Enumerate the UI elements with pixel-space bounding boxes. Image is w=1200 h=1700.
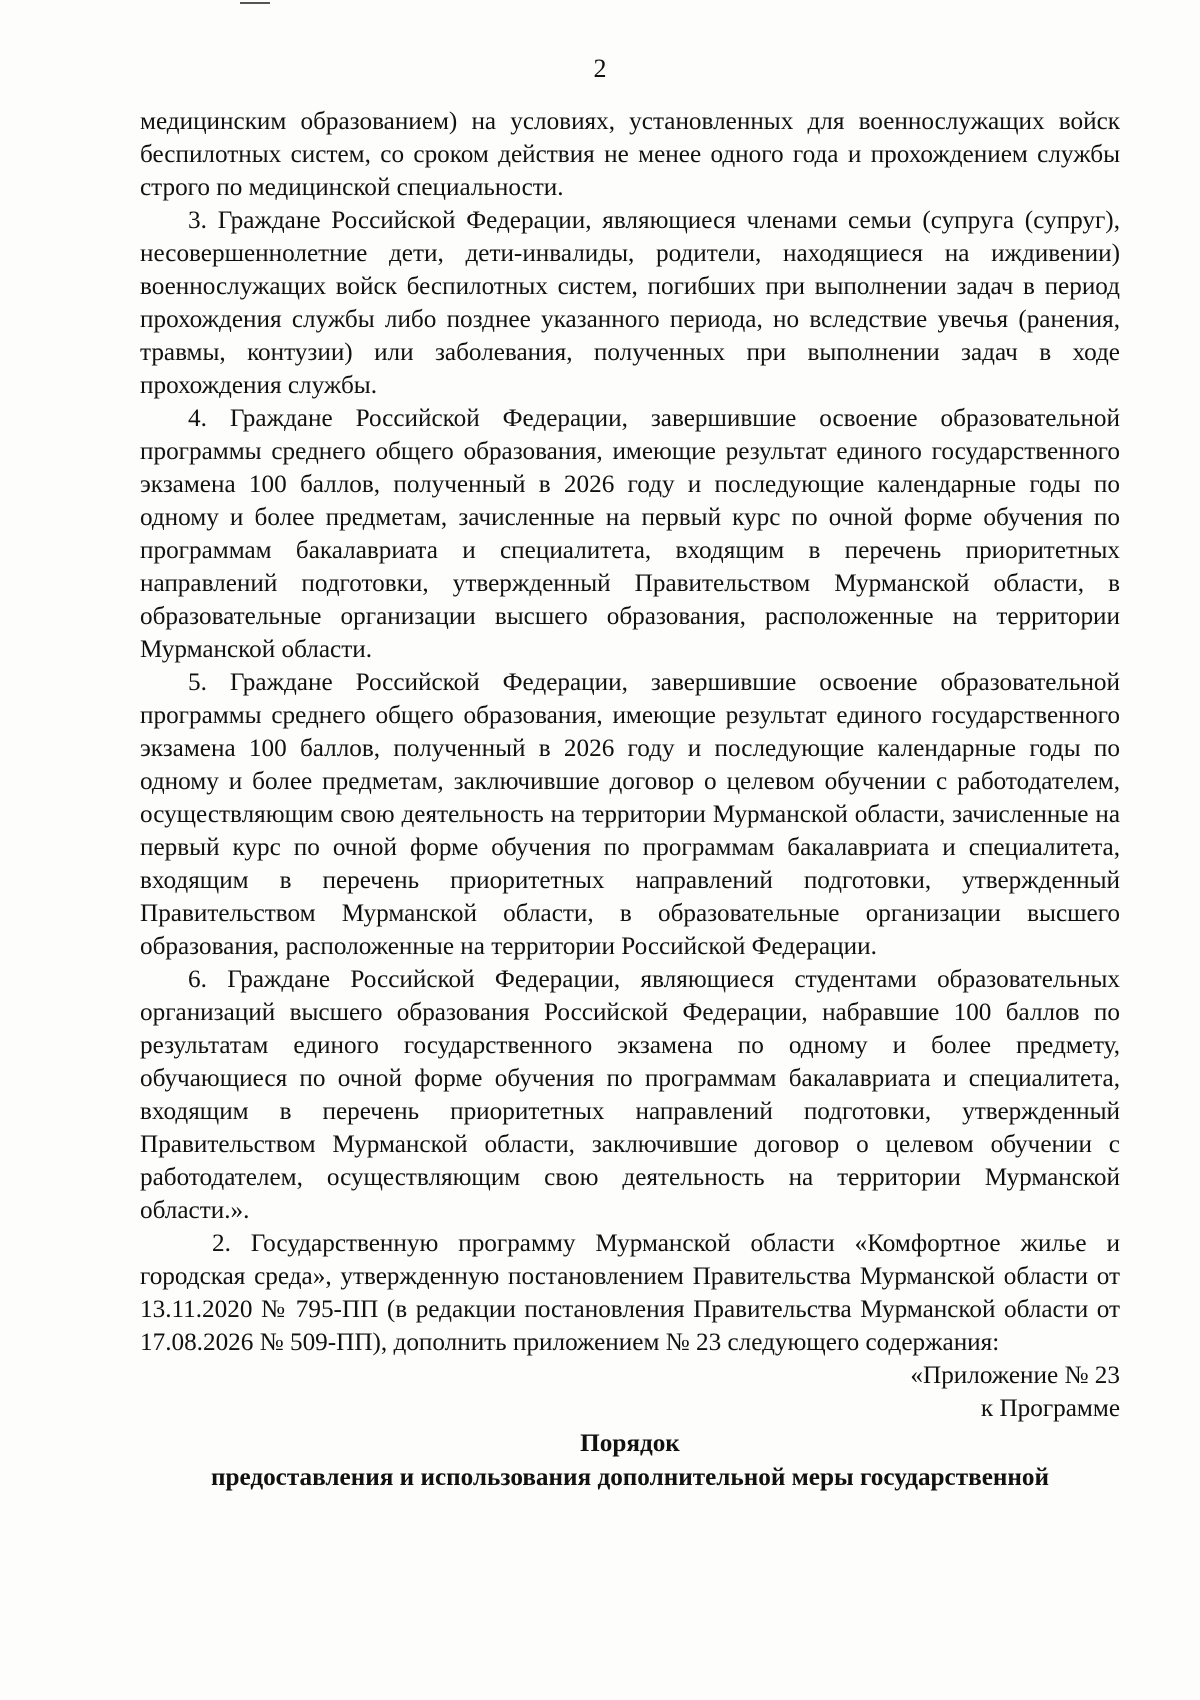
appendix-note <box>140 1359 1120 1425</box>
paragraph-section-2: 2. Государственную программу Мурманской области «Комфортное жилье и городская среда», утвержденную постановлением Правительства Мурманской области от 13.11.2020 № 795-ПП (в редакции постановления Правительства Мурманской области от 17.08.2026 № 509-ПП), дополнить приложением № 23 следующего содержания: <box>140 1230 1120 1356</box>
document-body <box>140 105 1120 1495</box>
procedure-heading <box>140 1427 1120 1495</box>
paragraph-item-3: 3. Граждане Российской Федерации, являющиеся членами семьи (супруга (супруг), несовершеннолетние дети, дети-инвалиды, родители, находящиеся на иждивении) военнослужащих войск беспилотных систем, погибших при выполнении задач в период прохождения службы либо позднее указанного периода, но вследствие увечья (ранения, травмы, контузии) или заболевания, полученных при выполнении задач в ходе прохождения службы. <box>140 207 1120 399</box>
page-number: 2 <box>593 54 607 83</box>
scan-artifact-line <box>240 2 270 4</box>
procedure-subtitle: предоставления и использования дополнительной меры государственной <box>210 1464 1050 1491</box>
appendix-note-line-2: к Программе <box>980 1395 1120 1422</box>
paragraph-continuation: медицинским образованием) на условиях, установленных для военнослужащих войск беспилотных систем, со сроком действия не менее одного года и прохождением службы строго по медицинской специальности. <box>140 108 1120 201</box>
appendix-note-line-1: «Приложение № 23 <box>910 1362 1120 1389</box>
procedure-title: Порядок <box>580 1430 680 1457</box>
paragraph-item-6: 6. Граждане Российской Федерации, являющиеся студентами образовательных организаций высшего образования Российской Федерации, набравшие 100 баллов по результатам единого государственного экзамена по одному и более предмету, обучающиеся по очной форме обучения по программам бакалавриата и специалитета, входящим в перечень приоритетных направлений подготовки, утвержденный Правительством Мурманской области, заключившие договор о целевом обучении с работодателем, осуществляющим свою деятельность на территории Мурманской области.». <box>140 966 1120 1224</box>
paragraph-item-4: 4. Граждане Российской Федерации, завершившие освоение образовательной программы среднего общего образования, имеющие результат единого государственного экзамена 100 баллов, полученный в 2026 году и последующие календарные годы по одному и более предметам, зачисленные на первый курс по очной форме обучения по программам бакалавриата и специалитета, входящим в перечень приоритетных направлений подготовки, утвержденный Правительством Мурманской области, в образовательные организации высшего образования, расположенные на территории Мурманской области. <box>140 405 1120 663</box>
paragraph-item-5: 5. Граждане Российской Федерации, завершившие освоение образовательной программы среднего общего образования, имеющие результат единого государственного экзамена 100 баллов, полученный в 2026 году и последующие календарные годы по одному и более предметам, заключившие договор о целевом обучении с работодателем, осуществляющим свою деятельность на территории Мурманской области, зачисленные на первый курс по очной форме обучения по программам бакалавриата и специалитета, входящим в перечень приоритетных направлений подготовки, утвержденный Правительством Мурманской области, в образовательные организации высшего образования, расположенные на территории Российской Федерации. <box>140 669 1120 960</box>
